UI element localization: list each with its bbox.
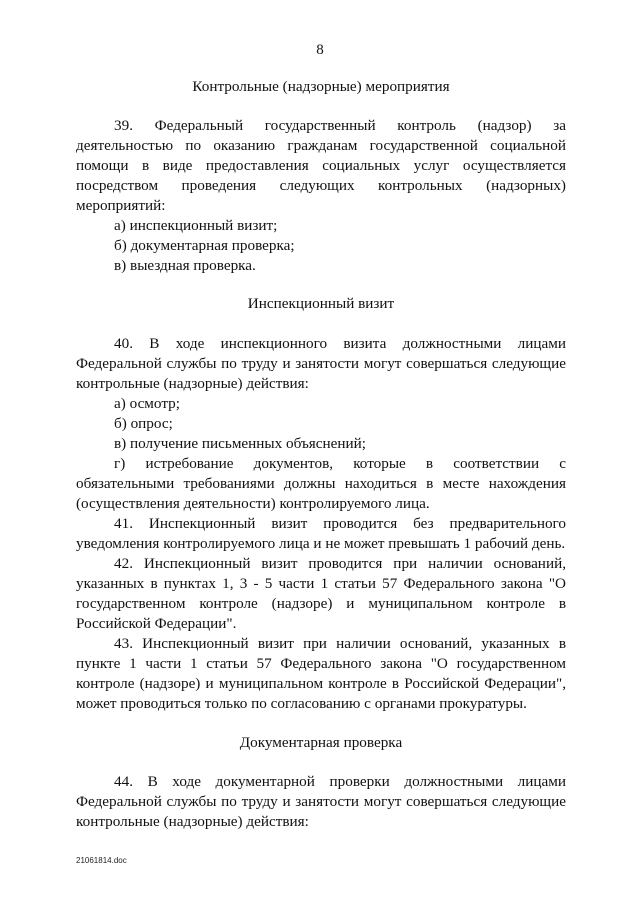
paragraph-41: 41. Инспекционный визит проводится без предварительного уведомления контролируемого лица и не может превышать 1 рабочий день. [76,515,566,552]
page-number: 8 [316,42,324,58]
list-item-40-a: а) осмотр; [114,395,180,412]
paragraph-39: 39. Федеральный государственный контроль (надзор) за деятельностью по оказанию гражданам государственной социальной помощи в виде предоставления социальных услуг осуществляется посредством проведения следующих контрольных (надзорных) мероприятий: [76,117,566,214]
section-heading-inspection-visit: Инспекционный визит [247,295,395,312]
section-heading-control-measures: Контрольные (надзорные) мероприятия [192,78,450,95]
list-item-40-b: б) опрос; [114,415,173,432]
paragraph-43: 43. Инспекционный визит при наличии оснований, указанных в пункте 1 части 1 статьи 57 Федерального закона "О государственном контроле (надзоре) и муниципальном контроле в Российской Федерации", может проводиться только по согласованию с органами прокуратуры. [76,635,566,712]
document-body [76,77,566,832]
paragraph-40: 40. В ходе инспекционного визита должностными лицами Федеральной службы по труду и занятости могут совершаться следующие контрольные (надзорные) действия: [76,335,566,392]
list-item-40-c: в) получение письменных объяснений; [114,435,367,452]
list-item-39-a: а) инспекционный визит; [114,217,278,234]
paragraph-42: 42. Инспекционный визит проводится при наличии оснований, указанных в пунктах 1, 3 - 5 части 1 статьи 57 Федерального закона "О государственном контроле (надзоре) и муниципальном контроле в Российской Федерации". [76,555,566,632]
section-heading-document-check: Документарная проверка [239,734,403,751]
list-item-39-b: б) документарная проверка; [114,237,295,254]
list-item-39-c: в) выездная проверка. [114,257,256,274]
paragraph-44: 44. В ходе документарной проверки должностными лицами Федеральной службы по труду и занятости могут совершаться следующие контрольные (надзорные) действия: [76,773,566,830]
list-item-40-d: г) истребование документов, которые в соответствии с обязательными требованиями должны находиться в месте нахождения (осуществления деятельности) контролируемого лица. [76,455,566,512]
footer-filename: 21061814.doc [76,856,127,865]
